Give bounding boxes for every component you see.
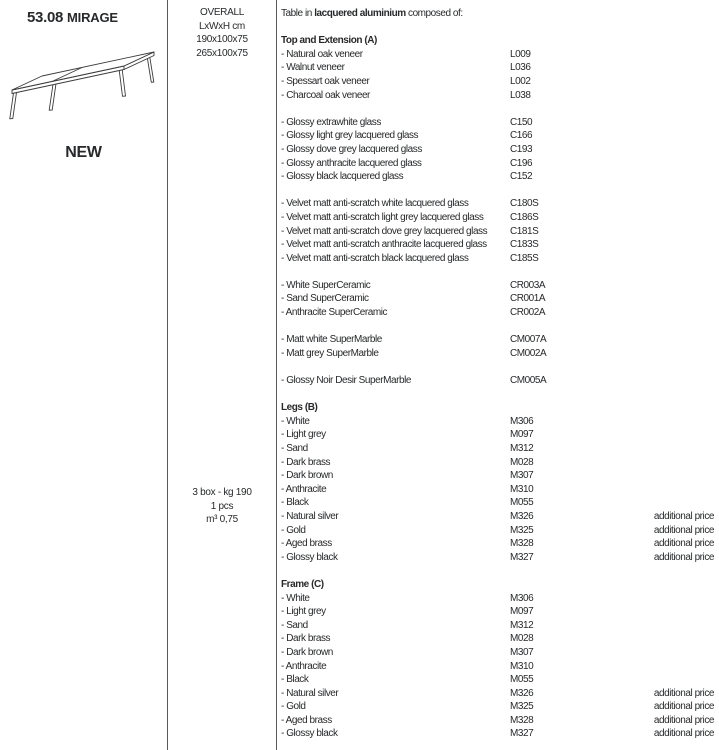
item-note: additional price (653, 714, 714, 726)
item-code: L038 (510, 89, 531, 101)
item-code: M306 (510, 592, 534, 604)
item-label: - Anthracite (281, 660, 327, 672)
spec-row (277, 374, 719, 388)
spec-row (277, 157, 719, 171)
section-heading: Top and Extension (A) (281, 35, 377, 47)
spec-row (277, 238, 719, 252)
item-label: - Black (281, 497, 309, 509)
item-label: - Velvet matt anti-scratch anthracite lacquered glass (281, 239, 487, 251)
new-badge: NEW (65, 144, 102, 161)
item-code: CR001A (510, 293, 546, 305)
item-code: M312 (510, 443, 534, 454)
column-divider-left (167, 0, 168, 750)
item-note: additional price (653, 687, 714, 699)
item-note: additional price (653, 524, 714, 536)
item-label: - Glossy dove grey lacquered glass (281, 143, 422, 155)
overall-size: 265x100x75 (196, 47, 248, 59)
item-label: - Light grey (281, 606, 326, 618)
item-code: M326 (510, 510, 534, 522)
spec-row (277, 456, 719, 470)
item-code: M328 (510, 538, 534, 550)
item-note: additional price (653, 551, 714, 563)
item-code: M327 (510, 728, 534, 740)
spec-row (277, 61, 719, 75)
item-label: - Glossy anthracite lacquered glass (281, 157, 422, 169)
spec-row (277, 197, 719, 211)
item-label: - Dark brass (281, 456, 331, 468)
spec-row (277, 292, 719, 306)
item-label: - Glossy black (281, 551, 338, 563)
item-label: - Anthracite SuperCeramic (281, 307, 388, 319)
section-heading: Legs (B) (281, 402, 318, 414)
item-code: C166 (510, 130, 533, 142)
item-label: - Natural silver (281, 510, 339, 522)
overall-title: OVERALL (199, 7, 245, 18)
spec-row (277, 442, 719, 456)
item-label: - Velvet matt anti-scratch white lacquered glass (281, 198, 469, 210)
item-code: C185S (510, 252, 539, 264)
item-code: M055 (510, 497, 534, 509)
item-code: C183S (510, 239, 539, 251)
item-code: M307 (510, 470, 534, 482)
item-code: M312 (510, 619, 534, 631)
spacer-line (277, 388, 719, 402)
spec-row (277, 510, 719, 524)
item-label: - Walnut veneer (281, 62, 345, 74)
spec-row (277, 225, 719, 239)
intro-line (277, 7, 719, 21)
item-label: - Anthracite (281, 483, 327, 495)
item-label: - Gold (281, 524, 306, 536)
packaging-volume: m³ 0,75 (206, 514, 238, 526)
item-label: - Glossy Noir Desir SuperMarble (281, 375, 411, 387)
spec-sections (277, 21, 719, 741)
item-code: CR003A (510, 279, 546, 291)
item-code: L009 (510, 48, 531, 60)
item-label: - Black (281, 674, 309, 686)
item-label: - Sand (281, 619, 308, 631)
overall-unit: LxWxH cm (199, 20, 245, 32)
item-label: - Sand (281, 443, 308, 454)
spec-row (277, 483, 719, 497)
item-label: - Dark brown (281, 646, 333, 658)
spec-row (277, 537, 719, 551)
item-code: M028 (510, 456, 534, 468)
item-code: M307 (510, 646, 534, 658)
packaging-pieces: 1 pcs (210, 500, 234, 512)
item-code: M310 (510, 483, 534, 495)
item-code: M306 (510, 415, 534, 427)
item-label: - Glossy light grey lacquered glass (281, 130, 419, 142)
item-label: - Gold (281, 701, 306, 713)
spacer-line (277, 102, 719, 116)
item-code: M327 (510, 551, 534, 563)
specifications-column (277, 0, 719, 741)
item-code: C150 (510, 116, 533, 128)
item-label: - Light grey (281, 429, 326, 441)
overall-dimensions-block (168, 6, 276, 60)
spec-row (277, 660, 719, 674)
spec-row (277, 129, 719, 143)
item-label: - Charcoal oak veneer (281, 89, 370, 101)
item-label: - Natural oak veneer (281, 48, 363, 60)
spacer-line (277, 564, 719, 578)
spacer-line (277, 265, 719, 279)
item-label: - Matt white SuperMarble (281, 334, 382, 346)
item-label: - White SuperCeramic (281, 279, 371, 291)
spec-row (277, 469, 719, 483)
spec-row (277, 89, 719, 103)
item-label: - Aged brass (281, 714, 332, 726)
packaging-boxes: 3 box - kg 190 (192, 487, 252, 498)
item-code: M325 (510, 701, 534, 713)
item-code: M097 (510, 429, 534, 441)
spec-row (277, 48, 719, 62)
spacer-line (277, 320, 719, 334)
item-label: - Glossy black lacquered glass (281, 171, 404, 183)
item-label: - Sand SuperCeramic (281, 293, 369, 305)
table-line-drawing (8, 44, 160, 127)
product-code: 53.08 (27, 9, 64, 26)
spec-row (277, 646, 719, 660)
item-label: - Aged brass (281, 538, 332, 550)
spec-row (277, 714, 719, 728)
spec-row (277, 333, 719, 347)
item-label: - Matt grey SuperMarble (281, 347, 379, 359)
item-code: M028 (510, 633, 534, 645)
item-code: C180S (510, 198, 539, 210)
item-code: M310 (510, 660, 534, 672)
spec-row (277, 551, 719, 565)
intro-prefix: Table in (281, 8, 315, 19)
item-code: L036 (510, 62, 531, 74)
item-code: M055 (510, 674, 534, 686)
item-label: - Spessart oak veneer (281, 75, 370, 87)
spec-row (277, 605, 719, 619)
spec-row (277, 619, 719, 633)
item-label: - Velvet matt anti-scratch light grey lacquered glass (281, 211, 484, 223)
spec-row (277, 524, 719, 538)
spec-row (277, 170, 719, 184)
spacer-line (277, 360, 719, 374)
spec-row (277, 496, 719, 510)
item-label: - Dark brown (281, 470, 333, 482)
item-code: CM005A (510, 375, 547, 387)
packaging-block (168, 486, 276, 527)
section-heading: Frame (C) (281, 578, 324, 590)
spec-row (277, 252, 719, 266)
item-code: CR002A (510, 307, 546, 319)
spec-row (277, 727, 719, 741)
item-code: C186S (510, 211, 539, 223)
spec-row (277, 592, 719, 606)
item-code: L002 (510, 75, 531, 87)
item-label: - Glossy extrawhite glass (281, 116, 381, 128)
item-note: additional price (653, 510, 714, 522)
item-note: additional price (653, 701, 714, 713)
item-label: - White (281, 592, 310, 604)
spec-row (277, 116, 719, 130)
spec-row (277, 673, 719, 687)
spacer-line (277, 21, 719, 35)
product-name: MIRAGE (67, 10, 118, 25)
spec-row (277, 75, 719, 89)
item-code: C152 (510, 171, 533, 183)
spec-row (277, 428, 719, 442)
item-code: CM002A (510, 347, 547, 359)
item-code: CM007A (510, 334, 547, 346)
spec-row (277, 700, 719, 714)
item-label: - Natural silver (281, 687, 339, 699)
item-code: M097 (510, 606, 534, 618)
page-title (27, 9, 118, 27)
spec-row (277, 347, 719, 361)
item-note: additional price (653, 538, 714, 550)
spacer-line (277, 184, 719, 198)
spec-row (277, 143, 719, 157)
item-code: M325 (510, 524, 534, 536)
item-label: - White (281, 415, 310, 427)
item-code: M328 (510, 714, 534, 726)
item-label: - Dark brass (281, 633, 331, 645)
item-code: C181S (510, 225, 539, 237)
spec-row (277, 279, 719, 293)
overall-size: 190x100x75 (196, 34, 248, 46)
spec-row (277, 632, 719, 646)
intro-material: lacquered aluminium (314, 8, 406, 19)
item-label: - Velvet matt anti-scratch dove grey lacquered glass (281, 225, 488, 237)
spec-row (277, 415, 719, 429)
item-label: - Glossy black (281, 728, 338, 740)
item-note: additional price (653, 728, 714, 740)
item-code: M326 (510, 687, 534, 699)
item-code: C196 (510, 157, 533, 169)
intro-suffix: composed of: (405, 8, 463, 19)
table-sketch-svg (8, 44, 160, 122)
item-label: - Velvet matt anti-scratch black lacquered glass (281, 252, 469, 264)
spec-row (277, 211, 719, 225)
spec-row (277, 306, 719, 320)
spec-row (277, 687, 719, 701)
item-code: C193 (510, 143, 533, 155)
